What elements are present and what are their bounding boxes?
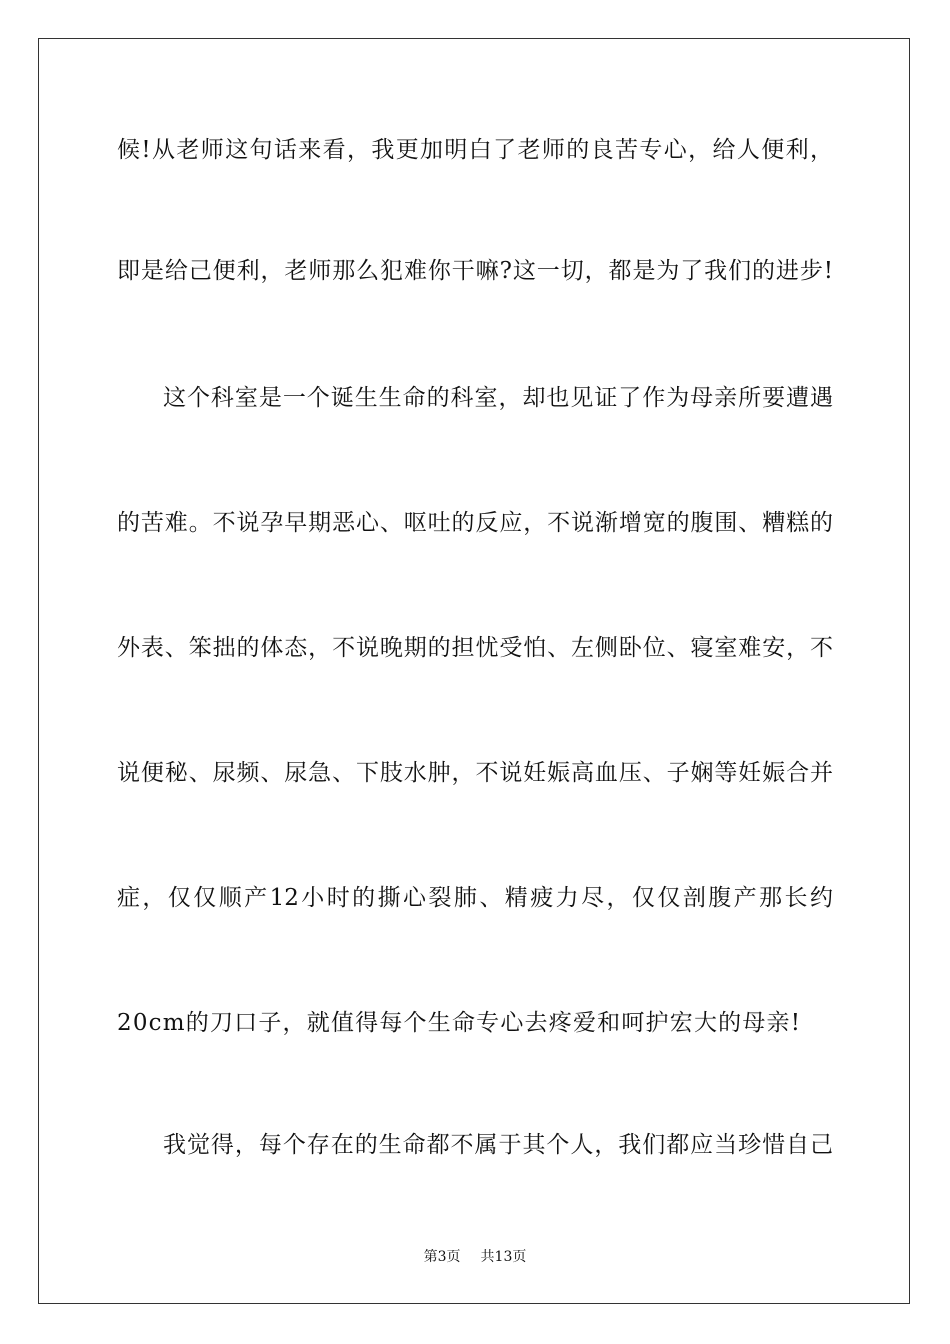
body-text-line-2: 即是给己便利，老师那么犯难你干嘛?这一切，都是为了我们的进步!: [117, 258, 833, 284]
page-border: [38, 38, 910, 1304]
body-text-line-4: 的苦难。不说孕早期恶心、呕吐的反应，不说渐增宽的腹围、糟糕的: [117, 510, 833, 536]
body-text-line-8: 20cm的刀口子，就值得每个生命专心去疼爱和呵护宏大的母亲!: [117, 1010, 802, 1036]
page-number: 第3页: [423, 1249, 461, 1265]
paragraph-start-line-9: 我觉得，每个存在的生命都不属于其个人，我们都应当珍惜自己: [163, 1132, 833, 1158]
page-total: 共13页: [480, 1249, 527, 1265]
paragraph-start-line-3: 这个科室是一个诞生生命的科室，却也见证了作为母亲所要遭遇: [163, 385, 833, 411]
body-text-line-1: 候!从老师这句话来看，我更加明白了老师的良苦专心，给人便利，: [117, 137, 833, 163]
body-text-line-5: 外表、笨拙的体态，不说晚期的担忧受怕、左侧卧位、寝室难安，不: [117, 635, 833, 661]
body-text-line-6: 说便秘、尿频、尿急、下肢水肿，不说妊娠高血压、子娴等妊娠合并: [117, 760, 833, 786]
page-footer: [0, 1248, 950, 1266]
body-text-line-7: 症，仅仅顺产12小时的撕心裂肺、精疲力尽，仅仅剖腹产那长约: [117, 885, 833, 911]
